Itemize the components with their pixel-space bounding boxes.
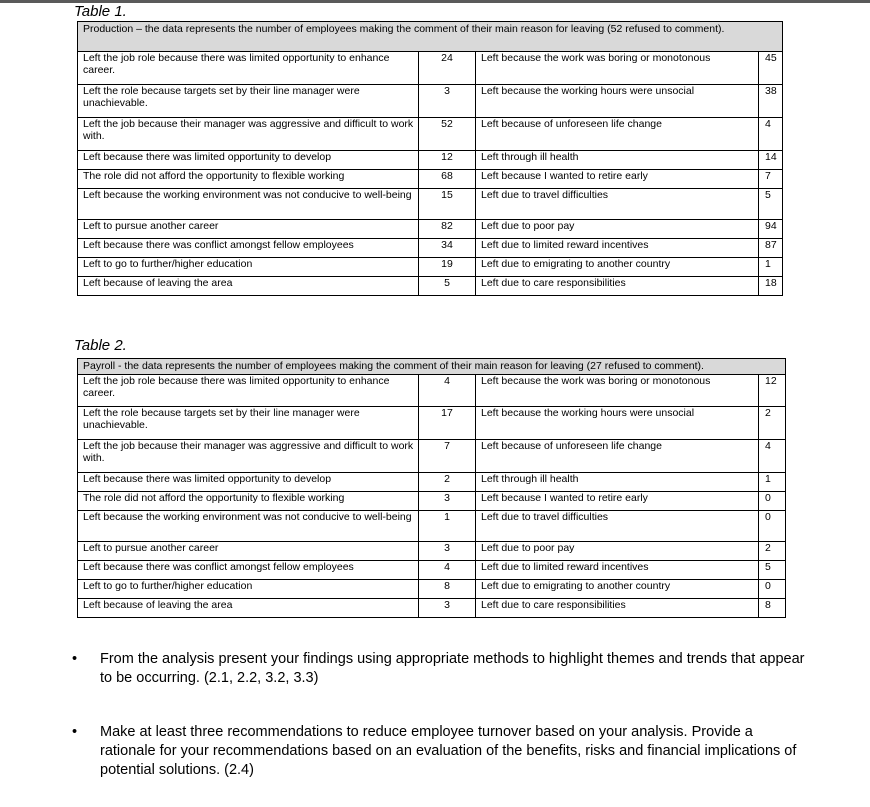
count-cell: 34	[419, 239, 476, 258]
reason-cell: Left because I wanted to retire early	[476, 170, 759, 189]
count-cell: 0	[759, 580, 786, 599]
count-cell: 94	[759, 220, 783, 239]
table-row	[78, 511, 786, 542]
count-cell: 2	[759, 542, 786, 561]
reason-cell: Left the job role because there was limited opportunity to enhance career.	[78, 375, 419, 407]
count-cell: 1	[759, 473, 786, 492]
count-cell: 5	[759, 189, 783, 220]
count-cell: 7	[759, 170, 783, 189]
reason-cell: Left to pursue another career	[78, 220, 419, 239]
count-cell: 4	[759, 440, 786, 473]
count-cell: 0	[759, 511, 786, 542]
count-cell: 3	[419, 599, 476, 618]
reason-cell: Left due to limited reward incentives	[476, 239, 759, 258]
table-row	[78, 473, 786, 492]
table-row	[78, 118, 783, 151]
count-cell: 15	[419, 189, 476, 220]
count-cell: 1	[419, 511, 476, 542]
table-row	[78, 561, 786, 580]
count-cell: 4	[419, 375, 476, 407]
table-row	[78, 440, 786, 473]
table-1-header-row	[78, 22, 783, 52]
reason-cell: Left because the working hours were unsocial	[476, 85, 759, 118]
reason-cell: Left due to care responsibilities	[476, 277, 759, 296]
reason-cell: Left because I wanted to retire early	[476, 492, 759, 511]
table-row	[78, 52, 783, 85]
count-cell: 18	[759, 277, 783, 296]
table-row	[78, 492, 786, 511]
bullet-item-findings	[70, 650, 810, 688]
reason-cell: Left because the working environment was not conducive to well-being	[78, 189, 419, 220]
count-cell: 24	[419, 52, 476, 85]
count-cell: 2	[419, 473, 476, 492]
table-row	[78, 220, 783, 239]
table-row	[78, 85, 783, 118]
count-cell: 3	[419, 492, 476, 511]
table-row	[78, 170, 783, 189]
reason-cell: Left because there was conflict amongst fellow employees	[78, 239, 419, 258]
reason-cell: Left because there was limited opportunity to develop	[78, 473, 419, 492]
count-cell: 1	[759, 258, 783, 277]
reason-cell: Left due to travel difficulties	[476, 511, 759, 542]
count-cell: 3	[419, 542, 476, 561]
reason-cell: Left through ill health	[476, 151, 759, 170]
count-cell: 17	[419, 407, 476, 440]
table-row	[78, 375, 786, 407]
bullet-marker: •	[72, 724, 78, 740]
reason-cell: Left due to poor pay	[476, 220, 759, 239]
reason-cell: Left because the working hours were unsocial	[476, 407, 759, 440]
bullet-text: From the analysis present your findings using appropriate methods to highlight themes and trends that appear to be occurring. (2.1, 2.2, 3.2, 3.3)	[100, 651, 805, 686]
count-cell: 8	[419, 580, 476, 599]
page-top-border	[0, 0, 870, 3]
reason-cell: Left the job because their manager was aggressive and difficult to work with.	[78, 118, 419, 151]
bullet-marker: •	[72, 651, 78, 667]
reason-cell: Left due to travel difficulties	[476, 189, 759, 220]
bullet-item-recommendations	[70, 723, 810, 780]
bullet-text: Make at least three recommendations to reduce employee turnover based on your analysis. Provide a rationale for your recommendations based on an evaluation of the benefits, risks and financial implications of potential solutions. (2.4)	[100, 724, 797, 778]
count-cell: 3	[419, 85, 476, 118]
table-row	[78, 277, 783, 296]
reason-cell: Left the job role because there was limited opportunity to enhance career.	[78, 52, 419, 85]
table-row	[78, 239, 783, 258]
table-row	[78, 258, 783, 277]
count-cell: 52	[419, 118, 476, 151]
reason-cell: Left due to emigrating to another country	[476, 580, 759, 599]
table-2-caption: Table 2.	[74, 337, 127, 354]
count-cell: 19	[419, 258, 476, 277]
count-cell: 87	[759, 239, 783, 258]
reason-cell: Left because of unforeseen life change	[476, 118, 759, 151]
table-row	[78, 599, 786, 618]
reason-cell: Left to go to further/higher education	[78, 258, 419, 277]
table-1-header: Production – the data represents the number of employees making the comment of their main reason for leaving (52 refused to comment).	[78, 22, 783, 52]
count-cell: 4	[759, 118, 783, 151]
reason-cell: Left because the working environment was not conducive to well-being	[78, 511, 419, 542]
reason-cell: Left through ill health	[476, 473, 759, 492]
reason-cell: Left to go to further/higher education	[78, 580, 419, 599]
table-2-header: Payroll - the data represents the number of employees making the comment of their main reason for leaving (27 refused to comment).	[78, 359, 786, 375]
reason-cell: Left due to poor pay	[476, 542, 759, 561]
count-cell: 7	[419, 440, 476, 473]
table-row	[78, 580, 786, 599]
count-cell: 38	[759, 85, 783, 118]
assignment-bullets	[70, 650, 810, 780]
reason-cell: Left due to care responsibilities	[476, 599, 759, 618]
table-2	[77, 358, 786, 618]
reason-cell: Left because of unforeseen life change	[476, 440, 759, 473]
reason-cell: Left the job because their manager was aggressive and difficult to work with.	[78, 440, 419, 473]
count-cell: 0	[759, 492, 786, 511]
count-cell: 4	[419, 561, 476, 580]
count-cell: 12	[759, 375, 786, 407]
table-1-caption: Table 1.	[74, 3, 127, 20]
count-cell: 8	[759, 599, 786, 618]
reason-cell: Left the role because targets set by their line manager were unachievable.	[78, 85, 419, 118]
count-cell: 2	[759, 407, 786, 440]
count-cell: 12	[419, 151, 476, 170]
reason-cell: The role did not afford the opportunity to flexible working	[78, 170, 419, 189]
count-cell: 68	[419, 170, 476, 189]
reason-cell: Left due to limited reward incentives	[476, 561, 759, 580]
reason-cell: Left to pursue another career	[78, 542, 419, 561]
table-row	[78, 151, 783, 170]
reason-cell: Left due to emigrating to another country	[476, 258, 759, 277]
count-cell: 5	[759, 561, 786, 580]
count-cell: 14	[759, 151, 783, 170]
reason-cell: Left because of leaving the area	[78, 599, 419, 618]
table-1	[77, 21, 783, 296]
count-cell: 82	[419, 220, 476, 239]
table-row	[78, 189, 783, 220]
table-row	[78, 407, 786, 440]
reason-cell: Left because of leaving the area	[78, 277, 419, 296]
reason-cell: Left because the work was boring or monotonous	[476, 375, 759, 407]
reason-cell: Left because there was conflict amongst fellow employees	[78, 561, 419, 580]
count-cell: 45	[759, 52, 783, 85]
reason-cell: Left because the work was boring or monotonous	[476, 52, 759, 85]
table-row	[78, 542, 786, 561]
table-2-header-row	[78, 359, 786, 375]
reason-cell: Left because there was limited opportunity to develop	[78, 151, 419, 170]
count-cell: 5	[419, 277, 476, 296]
reason-cell: The role did not afford the opportunity to flexible working	[78, 492, 419, 511]
reason-cell: Left the role because targets set by their line manager were unachievable.	[78, 407, 419, 440]
